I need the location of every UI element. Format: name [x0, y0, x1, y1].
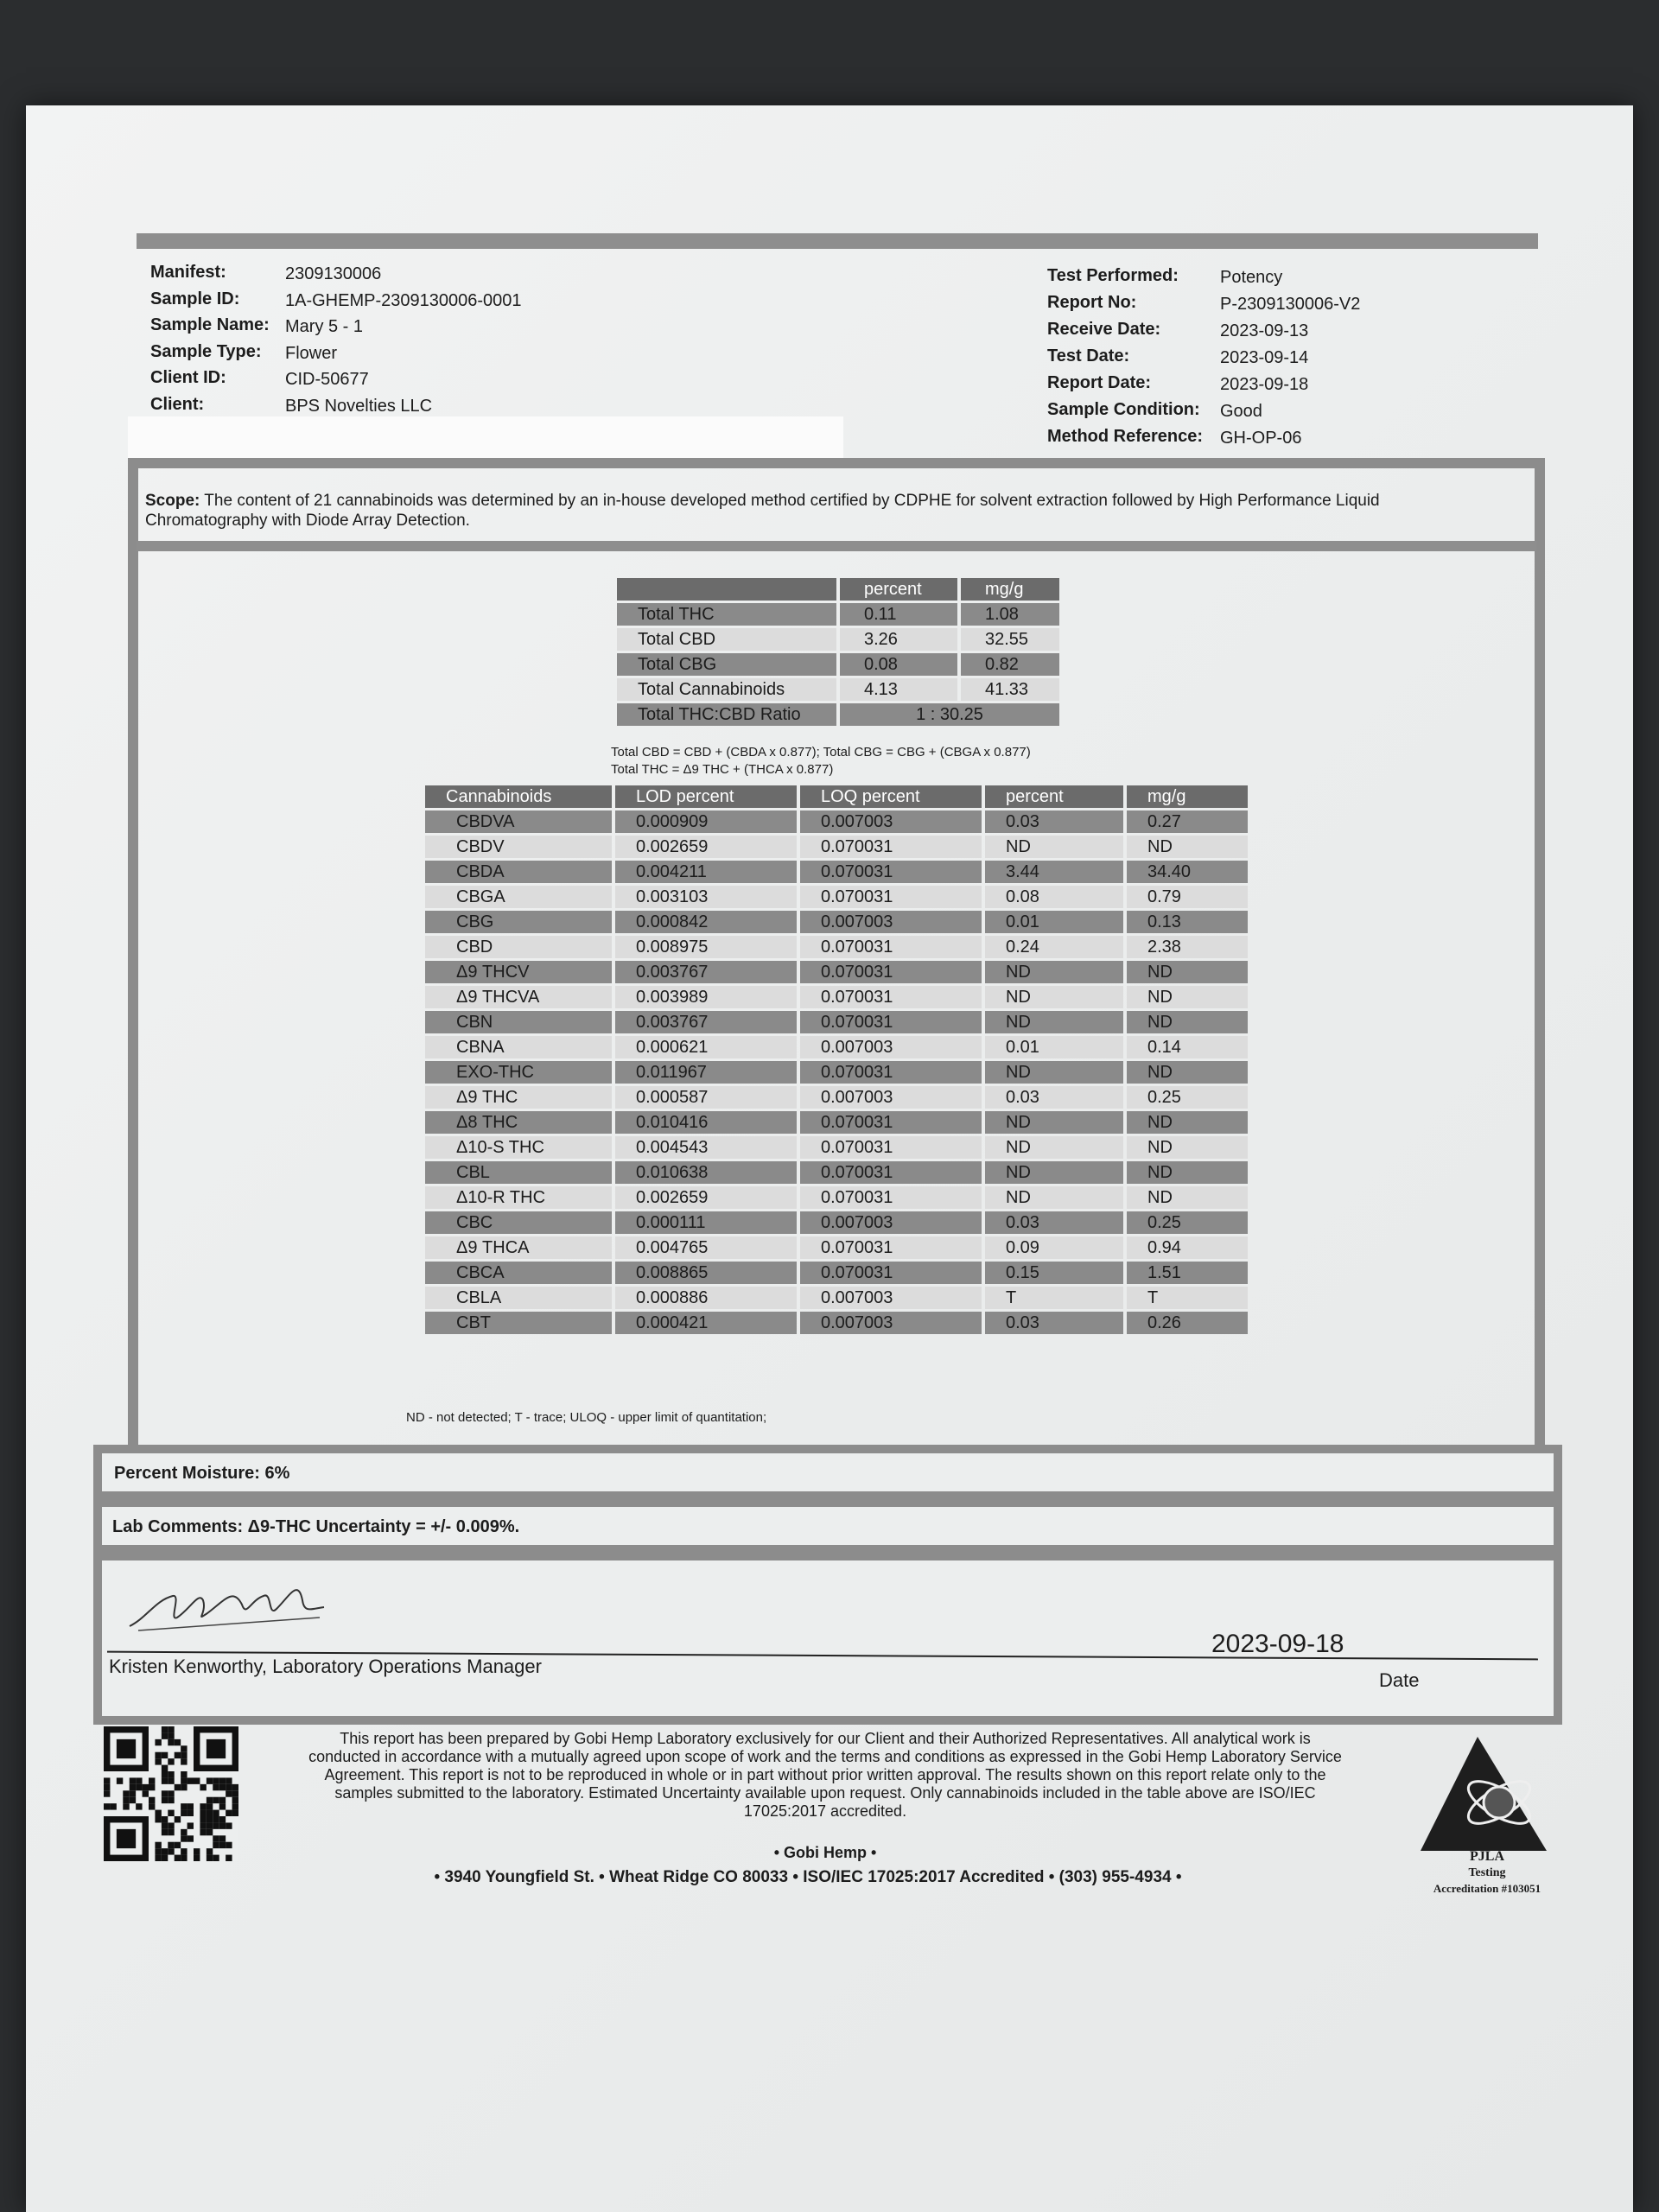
cannabinoid-cell: 0.03	[985, 810, 1123, 833]
cannabinoid-cell: CBGA	[425, 886, 612, 908]
summary-cell-percent: 0.08	[840, 653, 957, 676]
cannabinoid-row	[425, 1312, 1248, 1334]
cannabinoid-cell: 0.007003	[800, 1211, 982, 1234]
cannabinoid-cell: 0.09	[985, 1236, 1123, 1259]
header-value: 2023-09-18	[1220, 375, 1309, 394]
cannabinoid-row	[425, 1011, 1248, 1033]
cannabinoid-cell: 0.000111	[615, 1211, 797, 1234]
cannabinoid-cell: 0.007003	[800, 911, 982, 933]
cannabinoid-cell: CBD	[425, 936, 612, 958]
header-label: Test Performed:	[1047, 266, 1179, 285]
cannabinoid-header: mg/g	[1127, 785, 1248, 808]
cannabinoid-cell: 0.002659	[615, 1186, 797, 1209]
header-label: Test Date:	[1047, 346, 1130, 365]
header-value: BPS Novelties LLC	[285, 396, 433, 416]
cannabinoid-cell: 0.070031	[800, 1061, 982, 1084]
cannabinoid-cell: 0.003989	[615, 986, 797, 1008]
cannabinoid-cell: 0.15	[985, 1262, 1123, 1284]
cannabinoid-cell: T	[1127, 1287, 1248, 1309]
summary-header-mg: mg/g	[961, 578, 1059, 601]
cannabinoid-cell: 0.007003	[800, 810, 982, 833]
cannabinoid-row	[425, 836, 1248, 858]
cannabinoid-cell: Δ10-R THC	[425, 1186, 612, 1209]
cannabinoid-cell: ND	[1127, 961, 1248, 983]
cannabinoid-cell: ND	[1127, 1161, 1248, 1184]
cannabinoid-cell: 0.25	[1127, 1211, 1248, 1234]
header-label: Method Reference:	[1047, 427, 1204, 446]
header-value: CID-50677	[285, 370, 369, 389]
cannabinoid-cell: CBNA	[425, 1036, 612, 1058]
cannabinoid-cell: ND	[985, 1161, 1123, 1184]
cannabinoid-cell: 0.070031	[800, 936, 982, 958]
footer-address: • 3940 Youngfield St. • Wheat Ridge CO 80033 • ISO/IEC 17025:2017 Accredited • (303) 955-4934 •	[434, 1868, 1182, 1886]
header-label: Manifest:	[150, 263, 226, 282]
cannabinoid-cell: 0.27	[1127, 810, 1248, 833]
cannabinoid-cell: 0.08	[985, 886, 1123, 908]
scope-text	[145, 491, 1502, 531]
cannabinoid-cell: 0.94	[1127, 1236, 1248, 1259]
cannabinoid-cell: 0.007003	[800, 1036, 982, 1058]
header-label: Report No:	[1047, 293, 1137, 312]
header-label: Client ID:	[150, 368, 226, 387]
header-value: P-2309130006-V2	[1220, 295, 1361, 314]
cannabinoid-cell: Δ10-S THC	[425, 1136, 612, 1159]
summary-cell-percent: 0.11	[840, 603, 957, 626]
summary-cell-name: Total CBG	[617, 653, 836, 676]
badge-text-1: PJLA	[1470, 1849, 1504, 1864]
cannabinoid-cell: CBC	[425, 1211, 612, 1234]
cannabinoid-cell: ND	[985, 961, 1123, 983]
cannabinoid-cell: ND	[1127, 1136, 1248, 1159]
ratio-row	[617, 703, 1059, 726]
cannabinoid-cell: CBCA	[425, 1262, 612, 1284]
ratio-value: 1 : 30.25	[840, 703, 1059, 726]
cannabinoid-row	[425, 1236, 1248, 1259]
cannabinoid-cell: 0.002659	[615, 836, 797, 858]
cannabinoid-row	[425, 1036, 1248, 1058]
cannabinoid-cell: 0.000621	[615, 1036, 797, 1058]
scope-label: Scope:	[145, 492, 200, 510]
cannabinoid-cell: 0.004211	[615, 861, 797, 883]
cannabinoid-row	[425, 861, 1248, 883]
cannabinoid-row	[425, 1287, 1248, 1309]
cannabinoid-cell: CBDVA	[425, 810, 612, 833]
cannabinoid-cell: 0.070031	[800, 836, 982, 858]
cannabinoid-row	[425, 1061, 1248, 1084]
header-value: GH-OP-06	[1220, 429, 1302, 448]
formula-line-1: Total CBD = CBD + (CBDA x 0.877); Total CBG = CBG + (CBGA x 0.877)	[611, 745, 1031, 760]
cannabinoid-cell: CBN	[425, 1011, 612, 1033]
cannabinoid-row	[425, 886, 1248, 908]
header-value: 1A-GHEMP-2309130006-0001	[285, 290, 522, 310]
moisture-text: Percent Moisture: 6%	[114, 1464, 290, 1483]
ratio-label: Total THC:CBD Ratio	[617, 703, 836, 726]
cannabinoid-table	[422, 783, 1251, 1337]
cannabinoid-cell: 0.007003	[800, 1312, 982, 1334]
summary-table	[613, 575, 1063, 728]
cannabinoid-cell: CBG	[425, 911, 612, 933]
cannabinoid-cell: 0.010638	[615, 1161, 797, 1184]
header-value: 2023-09-13	[1220, 321, 1309, 340]
formula-line-2: Total THC = Δ9 THC + (THCA x 0.877)	[611, 762, 834, 777]
cannabinoid-row	[425, 1111, 1248, 1134]
header-value: 2023-09-14	[1220, 348, 1309, 367]
cannabinoid-header: LOQ percent	[800, 785, 982, 808]
cannabinoid-cell: 0.26	[1127, 1312, 1248, 1334]
cannabinoid-cell: 0.070031	[800, 1136, 982, 1159]
cannabinoid-cell: ND	[1127, 1011, 1248, 1033]
summary-header-blank	[617, 578, 836, 601]
cannabinoid-cell: CBT	[425, 1312, 612, 1334]
cannabinoid-cell: 0.003767	[615, 961, 797, 983]
cannabinoid-cell: 0.13	[1127, 911, 1248, 933]
cannabinoid-row	[425, 961, 1248, 983]
cannabinoid-row	[425, 986, 1248, 1008]
summary-row	[617, 653, 1059, 676]
cannabinoid-cell: 0.03	[985, 1086, 1123, 1109]
cannabinoid-cell: 0.070031	[800, 886, 982, 908]
cannabinoid-cell: Δ8 THC	[425, 1111, 612, 1134]
summary-row	[617, 678, 1059, 701]
cannabinoid-cell: 0.24	[985, 936, 1123, 958]
header-label: Sample Type:	[150, 341, 262, 361]
summary-row	[617, 603, 1059, 626]
pjla-badge-icon	[1417, 1733, 1555, 1854]
summary-cell-name: Total THC	[617, 603, 836, 626]
signature-graphic	[121, 1566, 337, 1643]
header-value: Good	[1220, 402, 1262, 421]
summary-cell-name: Total CBD	[617, 628, 836, 651]
cannabinoid-cell: 0.008865	[615, 1262, 797, 1284]
cannabinoid-cell: CBDV	[425, 836, 612, 858]
cannabinoid-cell: 0.003767	[615, 1011, 797, 1033]
signer-name: Kristen Kenworthy, Laboratory Operations Manager	[109, 1656, 542, 1677]
cannabinoid-cell: 3.44	[985, 861, 1123, 883]
header-value: Flower	[285, 343, 338, 363]
header-label: Report Date:	[1047, 373, 1152, 392]
cannabinoid-cell: ND	[1127, 986, 1248, 1008]
cannabinoid-cell: Δ9 THCVA	[425, 986, 612, 1008]
moisture-box	[93, 1445, 1562, 1500]
qr-code-icon	[104, 1726, 238, 1861]
cannabinoid-row	[425, 911, 1248, 933]
cannabinoid-header: Cannabinoids	[425, 785, 612, 808]
cannabinoid-cell: ND	[985, 1061, 1123, 1084]
date-label: Date	[1379, 1669, 1420, 1691]
badge-text-2: Testing	[1468, 1866, 1506, 1879]
cannabinoid-cell: 0.007003	[800, 1086, 982, 1109]
header-label: Receive Date:	[1047, 320, 1161, 339]
footer-company: • Gobi Hemp •	[773, 1844, 877, 1861]
cannabinoid-row	[425, 1211, 1248, 1234]
cannabinoid-cell: 0.070031	[800, 1111, 982, 1134]
cannabinoid-row	[425, 1086, 1248, 1109]
cannabinoid-row	[425, 810, 1248, 833]
cannabinoid-cell: ND	[985, 986, 1123, 1008]
cannabinoid-cell: T	[985, 1287, 1123, 1309]
cannabinoid-cell: ND	[985, 1011, 1123, 1033]
cannabinoid-cell: 0.070031	[800, 1236, 982, 1259]
cannabinoid-cell: ND	[985, 836, 1123, 858]
cannabinoid-cell: CBLA	[425, 1287, 612, 1309]
cannabinoid-cell: 0.01	[985, 1036, 1123, 1058]
cannabinoid-cell: ND	[985, 1186, 1123, 1209]
legend-note: ND - not detected; T - trace; ULOQ - upper limit of quantitation;	[406, 1410, 767, 1425]
cannabinoid-cell: 0.03	[985, 1211, 1123, 1234]
cannabinoid-row	[425, 1136, 1248, 1159]
cannabinoid-cell: ND	[1127, 1186, 1248, 1209]
header-value: Mary 5 - 1	[285, 317, 364, 336]
cannabinoid-row	[425, 1262, 1248, 1284]
cannabinoid-cell: 0.010416	[615, 1111, 797, 1134]
cannabinoid-cell: 0.070031	[800, 1262, 982, 1284]
signature-date: 2023-09-18	[1211, 1630, 1344, 1658]
cannabinoid-cell: 0.000886	[615, 1287, 797, 1309]
cannabinoid-cell: EXO-THC	[425, 1061, 612, 1084]
scope-body: The content of 21 cannabinoids was determined by an in-house developed method certified by CDPHE for solvent extraction followed by High Performance Liquid Chromatography with Diode Array Detection.	[145, 492, 1380, 530]
cannabinoid-cell: 0.79	[1127, 886, 1248, 908]
cannabinoid-cell: 0.070031	[800, 861, 982, 883]
header-label: Sample Condition:	[1047, 400, 1200, 419]
summary-cell-name: Total Cannabinoids	[617, 678, 836, 701]
cannabinoid-cell: 0.25	[1127, 1086, 1248, 1109]
header-label: Client:	[150, 394, 205, 414]
cannabinoid-cell: Δ9 THCV	[425, 961, 612, 983]
cannabinoid-cell: 0.03	[985, 1312, 1123, 1334]
badge-text-3: Accreditation #103051	[1433, 1882, 1541, 1895]
cannabinoid-row	[425, 1186, 1248, 1209]
redaction-strip	[128, 416, 843, 461]
cannabinoid-cell: 2.38	[1127, 936, 1248, 958]
cannabinoid-cell: ND	[985, 1136, 1123, 1159]
cannabinoid-cell: 0.070031	[800, 986, 982, 1008]
cannabinoid-cell: 0.14	[1127, 1036, 1248, 1058]
scope-rule	[137, 541, 1536, 551]
cannabinoid-cell: CBDA	[425, 861, 612, 883]
cannabinoid-cell: ND	[1127, 836, 1248, 858]
disclaimer-text: This report has been prepared by Gobi Hemp Laboratory exclusively for our Client and their Authorized Representatives. All analytical work is conducted in accordance with a mutually agreed upon scope of work and the terms and conditions as expressed in the Gobi Hemp Laboratory Service Agreement. This report is not to be reproduced in whole or in part without prior written approval. The results shown on this report relate only to the samples submitted to the laboratory. Estimated Uncertainty available upon request. Only cannabinoids included in the table above are ISO/IEC 17025:2017 accredited.	[308, 1730, 1342, 1820]
cannabinoid-cell: ND	[985, 1111, 1123, 1134]
cannabinoid-row	[425, 1161, 1248, 1184]
summary-cell-percent: 3.26	[840, 628, 957, 651]
cannabinoid-cell: Δ9 THCA	[425, 1236, 612, 1259]
header-label: Sample Name:	[150, 315, 270, 334]
cannabinoid-cell: 0.004765	[615, 1236, 797, 1259]
cannabinoid-cell: Δ9 THC	[425, 1086, 612, 1109]
cannabinoid-cell: 0.01	[985, 911, 1123, 933]
cannabinoid-cell: 34.40	[1127, 861, 1248, 883]
cannabinoid-cell: ND	[1127, 1111, 1248, 1134]
cannabinoid-header: percent	[985, 785, 1123, 808]
cannabinoid-cell: ND	[1127, 1061, 1248, 1084]
cannabinoid-cell: 0.070031	[800, 1186, 982, 1209]
summary-header-percent: percent	[840, 578, 957, 601]
cannabinoid-cell: 1.51	[1127, 1262, 1248, 1284]
summary-cell-percent: 4.13	[840, 678, 957, 701]
cannabinoid-cell: 0.000421	[615, 1312, 797, 1334]
summary-cell-mg: 41.33	[961, 678, 1059, 701]
comments-text: Lab Comments: Δ9-THC Uncertainty = +/- 0.009%.	[112, 1517, 520, 1536]
summary-cell-mg: 1.08	[961, 603, 1059, 626]
cannabinoid-cell: 0.000587	[615, 1086, 797, 1109]
header-value: Potency	[1220, 268, 1283, 287]
summary-cell-mg: 0.82	[961, 653, 1059, 676]
cannabinoid-cell: 0.008975	[615, 936, 797, 958]
cannabinoid-cell: 0.003103	[615, 886, 797, 908]
cannabinoid-cell: 0.000909	[615, 810, 797, 833]
cannabinoid-cell: 0.004543	[615, 1136, 797, 1159]
cannabinoid-cell: CBL	[425, 1161, 612, 1184]
header-value: 2309130006	[285, 264, 382, 283]
cannabinoid-cell: 0.011967	[615, 1061, 797, 1084]
cannabinoid-header: LOD percent	[615, 785, 797, 808]
cannabinoid-cell: 0.007003	[800, 1287, 982, 1309]
header-rule	[137, 233, 1538, 249]
summary-row	[617, 628, 1059, 651]
cannabinoid-row	[425, 936, 1248, 958]
cannabinoid-cell: 0.070031	[800, 961, 982, 983]
cannabinoid-cell: 0.070031	[800, 1011, 982, 1033]
cannabinoid-cell: 0.000842	[615, 911, 797, 933]
header-label: Sample ID:	[150, 289, 240, 308]
summary-cell-mg: 32.55	[961, 628, 1059, 651]
cannabinoid-cell: 0.070031	[800, 1161, 982, 1184]
